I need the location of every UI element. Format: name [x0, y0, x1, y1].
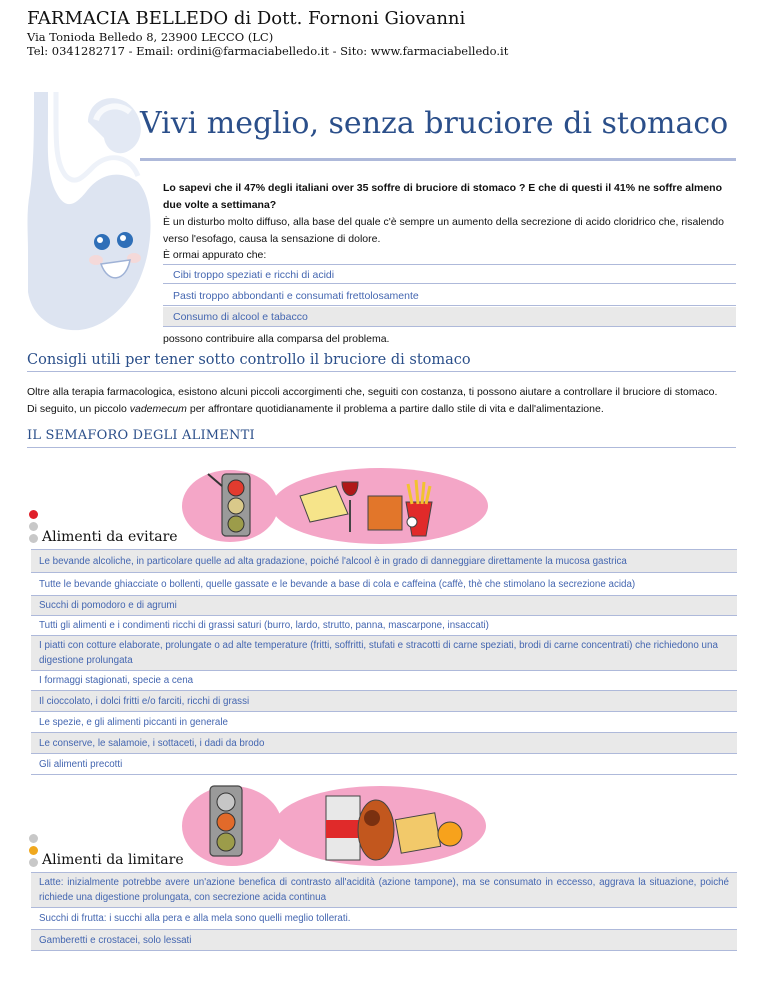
pharmacy-address: Via Tonioda Belledo 8, 23900 LECCO (LC)	[27, 30, 274, 44]
pharmacy-contacts: Tel: 0341282717 - Email: ordini@farmaciabelledo.it - Sito: www.farmaciabelledo.it	[27, 44, 509, 58]
tips-underline	[27, 371, 736, 372]
intro-explanation: È un disturbo molto diffuso, alla base del quale c'è sempre un aumento della secrezione di acido cloridrico che, risalendo verso l'esofago, causa la sensazione di dolore.	[163, 216, 724, 245]
list-item: I formaggi stagionati, specie a cena	[31, 671, 737, 691]
list-item: Le conserve, le salamoie, i sottaceti, i dadi da brodo	[31, 733, 737, 754]
traffic-light-underline	[27, 447, 736, 448]
traffic-light-orange-dot	[29, 846, 38, 855]
traffic-light-title: IL SEMAFORO DEGLI ALIMENTI	[27, 428, 255, 443]
intro-question: Lo sapevi che il 47% degli italiani over 35 soffre di bruciore di stomaco ? E che di questi il 41% ne soffre almeno due volte a settimana?	[163, 182, 722, 211]
tips-paragraph-2	[27, 401, 747, 418]
cause-item: Consumo di alcool e tabacco	[163, 307, 736, 327]
traffic-light-grey-dot	[29, 522, 38, 531]
limit-foods-illustration	[180, 776, 490, 868]
avoid-section-label: Alimenti da evitare	[42, 529, 178, 545]
list-item: Succhi di frutta: i succhi alla pera e alla mela sono quelli meglio tollerati.	[31, 908, 737, 930]
intro-conclusion: possono contribuire alla comparsa del problema.	[163, 333, 390, 345]
tips-title: Consigli utili per tener sotto controllo il bruciore di stomaco	[27, 352, 471, 368]
stomach-illustration	[26, 92, 151, 332]
list-item: Latte: inizialmente potrebbe avere un'azione benefica di contrasto all'acidità (azione tampone), ma se consumato in eccesso, aggrava la situazione, poiché richiede una digestione prolungata, con secrezione acida continua	[31, 873, 737, 908]
list-item: Tutti gli alimenti e i condimenti ricchi di grassi saturi (burro, lardo, strutto, panna, mascarpone, insaccati)	[31, 616, 737, 636]
list-item: Succhi di pomodoro e di agrumi	[31, 596, 737, 616]
tips-paragraph-1: Oltre alla terapia farmacologica, esistono alcuni piccoli accorgimenti che, seguiti con costanza, ti possono aiutare a controllare il bruciore di stomaco.	[27, 386, 718, 398]
intro-established: È ormai appurato che:	[163, 249, 267, 261]
list-item: Le spezie, e gli alimenti piccanti in generale	[31, 712, 737, 733]
traffic-light-red-dot	[29, 510, 38, 519]
list-item: Gamberetti e crostacei, solo lessati	[31, 930, 737, 951]
cause-item: Cibi troppo speziati e ricchi di acidi	[163, 264, 736, 284]
cause-item: Pasti troppo abbondanti e consumati frettolosamente	[163, 286, 736, 306]
title-underline	[140, 158, 736, 161]
pharmacy-name: FARMACIA BELLEDO di Dott. Fornoni Giovanni	[27, 8, 466, 29]
traffic-light-grey-dot	[29, 834, 38, 843]
avoid-foods-illustration	[180, 456, 490, 544]
list-item: Il cioccolato, i dolci fritti e/o farciti, ricchi di grassi	[31, 691, 737, 712]
traffic-light-grey-dot	[29, 858, 38, 867]
list-item: I piatti con cotture elaborate, prolungate o ad alte temperature (fritti, soffritti, stufati e stracotti di carne speziati, brodi di carne concentrati) che richiedono una digestione prolungata	[31, 636, 737, 671]
list-item: Gli alimenti precotti	[31, 754, 737, 775]
tips-text: per affrontare quotidianamente il problema a partire dallo stile di vita e dall'alimentazione.	[186, 403, 604, 415]
tips-text: Di seguito, un piccolo	[27, 403, 130, 415]
list-item: Le bevande alcoliche, in particolare quelle ad alta gradazione, poiché l'alcool è in grado di danneggiare direttamente la mucosa gastrica	[31, 550, 737, 573]
list-item: Tutte le bevande ghiacciate o bollenti, quelle gassate e le bevande a base di cola e caffeina (caffè, thè che stimolano la secrezione acida)	[31, 573, 737, 596]
tips-emphasis: vademecum	[129, 403, 187, 415]
traffic-light-grey-dot	[29, 534, 38, 543]
limit-section-label: Alimenti da limitare	[42, 852, 184, 868]
page-title: Vivi meglio, senza bruciore di stomaco	[140, 106, 729, 141]
